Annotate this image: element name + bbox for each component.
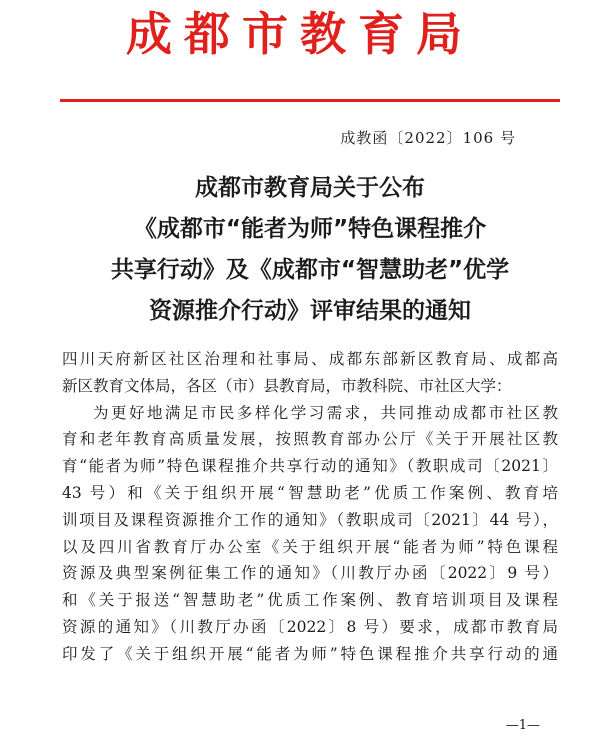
document-title	[60, 168, 560, 332]
title-line: 《成都市“能者为师”特色课程推介	[133, 216, 487, 242]
paragraph-line: 资源及典型案例征集工作的通知》（川教厅办函〔2022〕9 号）	[62, 564, 558, 583]
document-number: 成教函〔2022〕106 号	[340, 129, 516, 147]
masthead-title: 成都市教育局	[126, 7, 474, 61]
paragraph-line: 以及四川省教育厅办公室《关于组织开展“能者为师”特色课程	[62, 537, 558, 556]
paragraph-line: 为更好地满足市民多样化学习需求，共同推动成都市社区教	[93, 403, 558, 422]
paragraph-line: 印发了《关于组织开展“能者为师”特色课程推介共享行动的通	[62, 644, 558, 663]
addressee-line: 新区教育文体局，各区（市）县教育局，市教科院、市社区大学：	[62, 376, 512, 395]
title-line: 资源推介行动》评审结果的通知	[149, 298, 471, 324]
paragraph-line: 育“能者为师”特色课程推介共享行动的通知》（教职成司〔2021〕	[62, 457, 558, 476]
paragraph-line: 育和老年教育高质量发展，按照教育部办公厅《关于开展社区教	[62, 430, 558, 449]
paragraph-line: 资源的通知》（川教厅办函〔2022〕8 号）要求，成都市教育局	[62, 617, 558, 636]
paragraph-line: 训项目及课程资源推介工作的通知》（教职成司〔2021〕44 号），	[62, 510, 558, 529]
red-divider	[60, 99, 560, 102]
page-number: —1—	[505, 718, 540, 733]
paragraph-line: 43 号）和《关于组织开展“智慧助老”优质工作案例、教育培	[62, 483, 558, 502]
paragraph-line: 和《关于报送“智慧助老”优质工作案例、教育培训项目及课程	[62, 591, 558, 610]
document-body	[62, 346, 558, 668]
title-line: 共享行动》及《成都市“智慧助老”优学	[110, 257, 510, 283]
addressee-line: 四川天府新区社区治理和社事局、成都东部新区教育局、成都高	[62, 350, 558, 368]
title-line: 成都市教育局关于公布	[195, 175, 425, 201]
